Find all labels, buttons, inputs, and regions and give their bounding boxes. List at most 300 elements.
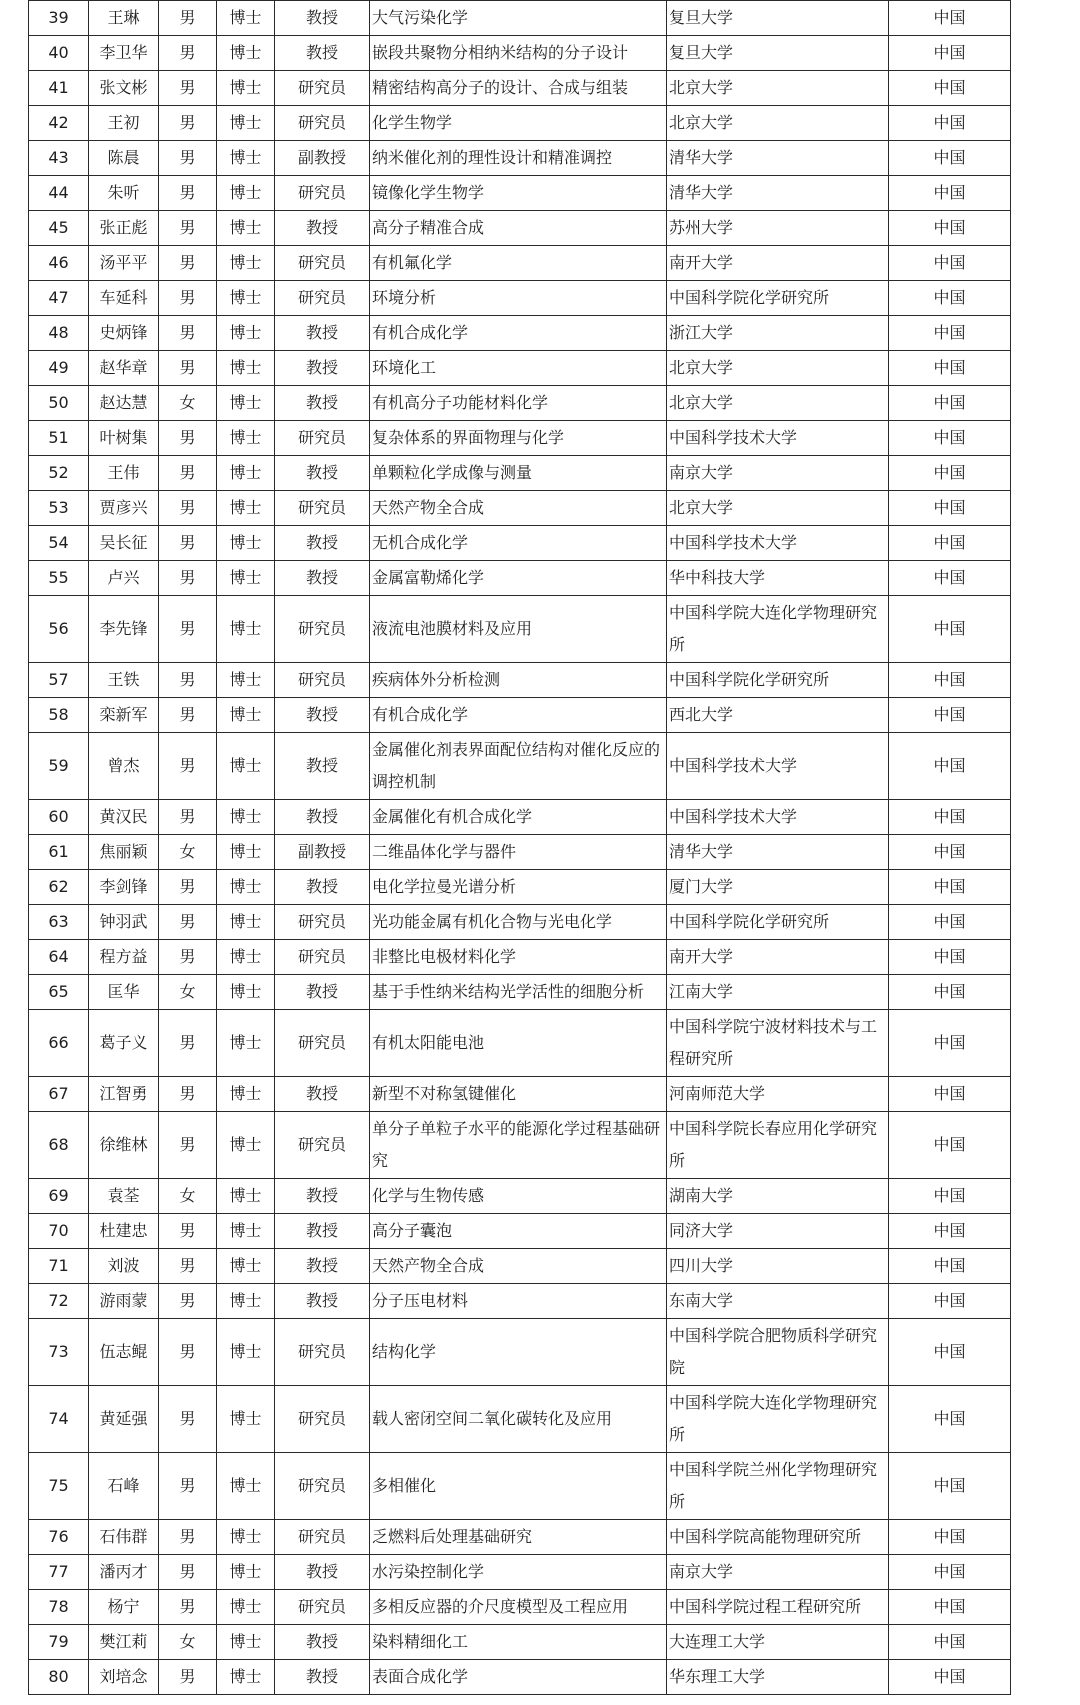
name-cell: 江智勇 bbox=[89, 1077, 159, 1112]
title-cell: 研究员 bbox=[275, 596, 370, 663]
field-cell: 多相催化 bbox=[370, 1453, 667, 1520]
degree-cell: 博士 bbox=[217, 281, 275, 316]
field-cell: 化学生物学 bbox=[370, 106, 667, 141]
table-row bbox=[29, 1112, 1011, 1179]
title-cell: 教授 bbox=[275, 1660, 370, 1695]
row-number: 72 bbox=[29, 1284, 89, 1319]
table-row bbox=[29, 491, 1011, 526]
gender-cell: 男 bbox=[159, 905, 217, 940]
name-cell: 黄延强 bbox=[89, 1386, 159, 1453]
degree-cell: 博士 bbox=[217, 1010, 275, 1077]
name-cell: 朱听 bbox=[89, 176, 159, 211]
title-cell: 教授 bbox=[275, 456, 370, 491]
table-row bbox=[29, 1625, 1011, 1660]
unit-cell: 四川大学 bbox=[667, 1249, 889, 1284]
degree-cell: 博士 bbox=[217, 141, 275, 176]
gender-cell: 男 bbox=[159, 36, 217, 71]
unit-cell: 中国科学技术大学 bbox=[667, 421, 889, 456]
degree-cell: 博士 bbox=[217, 1, 275, 36]
unit-cell: 中国科学技术大学 bbox=[667, 733, 889, 800]
name-cell: 张正彪 bbox=[89, 211, 159, 246]
degree-cell: 博士 bbox=[217, 71, 275, 106]
table-row bbox=[29, 1453, 1011, 1520]
degree-cell: 博士 bbox=[217, 905, 275, 940]
title-cell: 教授 bbox=[275, 1625, 370, 1660]
gender-cell: 男 bbox=[159, 733, 217, 800]
row-number: 41 bbox=[29, 71, 89, 106]
row-number: 58 bbox=[29, 698, 89, 733]
title-cell: 研究员 bbox=[275, 663, 370, 698]
name-cell: 王琳 bbox=[89, 1, 159, 36]
field-cell: 高分子囊泡 bbox=[370, 1214, 667, 1249]
field-cell: 多相反应器的介尺度模型及工程应用 bbox=[370, 1590, 667, 1625]
row-number: 50 bbox=[29, 386, 89, 421]
gender-cell: 男 bbox=[159, 526, 217, 561]
unit-cell: 西北大学 bbox=[667, 698, 889, 733]
gender-cell: 男 bbox=[159, 421, 217, 456]
row-number: 80 bbox=[29, 1660, 89, 1695]
table-row bbox=[29, 1077, 1011, 1112]
unit-cell: 北京大学 bbox=[667, 491, 889, 526]
degree-cell: 博士 bbox=[217, 1214, 275, 1249]
degree-cell: 博士 bbox=[217, 491, 275, 526]
field-cell: 新型不对称氢键催化 bbox=[370, 1077, 667, 1112]
gender-cell: 男 bbox=[159, 176, 217, 211]
field-cell: 嵌段共聚物分相纳米结构的分子设计 bbox=[370, 36, 667, 71]
country-cell: 中国 bbox=[889, 596, 1011, 663]
title-cell: 副教授 bbox=[275, 141, 370, 176]
degree-cell: 博士 bbox=[217, 1179, 275, 1214]
degree-cell: 博士 bbox=[217, 870, 275, 905]
table-row bbox=[29, 1590, 1011, 1625]
table-row bbox=[29, 526, 1011, 561]
table-row bbox=[29, 1386, 1011, 1453]
gender-cell: 男 bbox=[159, 1112, 217, 1179]
row-number: 64 bbox=[29, 940, 89, 975]
country-cell: 中国 bbox=[889, 1010, 1011, 1077]
name-cell: 伍志鲲 bbox=[89, 1319, 159, 1386]
table-row bbox=[29, 596, 1011, 663]
degree-cell: 博士 bbox=[217, 456, 275, 491]
title-cell: 教授 bbox=[275, 1555, 370, 1590]
title-cell: 教授 bbox=[275, 351, 370, 386]
country-cell: 中国 bbox=[889, 421, 1011, 456]
title-cell: 研究员 bbox=[275, 1010, 370, 1077]
name-cell: 匡华 bbox=[89, 975, 159, 1010]
table-row bbox=[29, 1660, 1011, 1695]
degree-cell: 博士 bbox=[217, 1590, 275, 1625]
gender-cell: 男 bbox=[159, 1077, 217, 1112]
country-cell: 中国 bbox=[889, 1520, 1011, 1555]
country-cell: 中国 bbox=[889, 316, 1011, 351]
row-number: 79 bbox=[29, 1625, 89, 1660]
name-cell: 钟羽武 bbox=[89, 905, 159, 940]
gender-cell: 男 bbox=[159, 1284, 217, 1319]
title-cell: 教授 bbox=[275, 1077, 370, 1112]
gender-cell: 男 bbox=[159, 698, 217, 733]
gender-cell: 女 bbox=[159, 1625, 217, 1660]
gender-cell: 男 bbox=[159, 106, 217, 141]
row-number: 66 bbox=[29, 1010, 89, 1077]
gender-cell: 男 bbox=[159, 1214, 217, 1249]
country-cell: 中国 bbox=[889, 491, 1011, 526]
name-cell: 王伟 bbox=[89, 456, 159, 491]
country-cell: 中国 bbox=[889, 36, 1011, 71]
gender-cell: 男 bbox=[159, 870, 217, 905]
country-cell: 中国 bbox=[889, 905, 1011, 940]
table-row bbox=[29, 940, 1011, 975]
gender-cell: 男 bbox=[159, 1520, 217, 1555]
gender-cell: 男 bbox=[159, 281, 217, 316]
field-cell: 镜像化学生物学 bbox=[370, 176, 667, 211]
degree-cell: 博士 bbox=[217, 733, 275, 800]
row-number: 71 bbox=[29, 1249, 89, 1284]
country-cell: 中国 bbox=[889, 561, 1011, 596]
field-cell: 非整比电极材料化学 bbox=[370, 940, 667, 975]
gender-cell: 男 bbox=[159, 1660, 217, 1695]
name-cell: 吴长征 bbox=[89, 526, 159, 561]
gender-cell: 男 bbox=[159, 561, 217, 596]
row-number: 65 bbox=[29, 975, 89, 1010]
row-number: 39 bbox=[29, 1, 89, 36]
table-row bbox=[29, 975, 1011, 1010]
row-number: 75 bbox=[29, 1453, 89, 1520]
name-cell: 石伟群 bbox=[89, 1520, 159, 1555]
table-row bbox=[29, 351, 1011, 386]
degree-cell: 博士 bbox=[217, 1249, 275, 1284]
country-cell: 中国 bbox=[889, 246, 1011, 281]
gender-cell: 男 bbox=[159, 71, 217, 106]
field-cell: 液流电池膜材料及应用 bbox=[370, 596, 667, 663]
country-cell: 中国 bbox=[889, 456, 1011, 491]
field-cell: 化学与生物传感 bbox=[370, 1179, 667, 1214]
unit-cell: 大连理工大学 bbox=[667, 1625, 889, 1660]
country-cell: 中国 bbox=[889, 1, 1011, 36]
gender-cell: 男 bbox=[159, 316, 217, 351]
country-cell: 中国 bbox=[889, 106, 1011, 141]
row-number: 59 bbox=[29, 733, 89, 800]
unit-cell: 中国科学院宁波材料技术与工程研究所 bbox=[667, 1010, 889, 1077]
unit-cell: 中国科学技术大学 bbox=[667, 800, 889, 835]
table-row bbox=[29, 870, 1011, 905]
name-cell: 樊江莉 bbox=[89, 1625, 159, 1660]
table-row bbox=[29, 1520, 1011, 1555]
country-cell: 中国 bbox=[889, 281, 1011, 316]
row-number: 67 bbox=[29, 1077, 89, 1112]
title-cell: 教授 bbox=[275, 870, 370, 905]
row-number: 69 bbox=[29, 1179, 89, 1214]
degree-cell: 博士 bbox=[217, 316, 275, 351]
degree-cell: 博士 bbox=[217, 351, 275, 386]
row-number: 46 bbox=[29, 246, 89, 281]
field-cell: 有机太阳能电池 bbox=[370, 1010, 667, 1077]
country-cell: 中国 bbox=[889, 698, 1011, 733]
unit-cell: 南京大学 bbox=[667, 1555, 889, 1590]
field-cell: 金属催化有机合成化学 bbox=[370, 800, 667, 835]
name-cell: 王铁 bbox=[89, 663, 159, 698]
title-cell: 研究员 bbox=[275, 905, 370, 940]
row-number: 77 bbox=[29, 1555, 89, 1590]
field-cell: 有机合成化学 bbox=[370, 316, 667, 351]
field-cell: 有机高分子功能材料化学 bbox=[370, 386, 667, 421]
unit-cell: 清华大学 bbox=[667, 176, 889, 211]
gender-cell: 男 bbox=[159, 1319, 217, 1386]
name-cell: 杜建忠 bbox=[89, 1214, 159, 1249]
title-cell: 研究员 bbox=[275, 1319, 370, 1386]
unit-cell: 北京大学 bbox=[667, 351, 889, 386]
country-cell: 中国 bbox=[889, 800, 1011, 835]
degree-cell: 博士 bbox=[217, 526, 275, 561]
country-cell: 中国 bbox=[889, 733, 1011, 800]
row-number: 47 bbox=[29, 281, 89, 316]
table-row bbox=[29, 1010, 1011, 1077]
degree-cell: 博士 bbox=[217, 663, 275, 698]
country-cell: 中国 bbox=[889, 211, 1011, 246]
row-number: 55 bbox=[29, 561, 89, 596]
name-cell: 焦丽颖 bbox=[89, 835, 159, 870]
country-cell: 中国 bbox=[889, 1319, 1011, 1386]
field-cell: 载人密闭空间二氧化碳转化及应用 bbox=[370, 1386, 667, 1453]
country-cell: 中国 bbox=[889, 1555, 1011, 1590]
table-row bbox=[29, 905, 1011, 940]
name-cell: 李卫华 bbox=[89, 36, 159, 71]
country-cell: 中国 bbox=[889, 940, 1011, 975]
country-cell: 中国 bbox=[889, 1077, 1011, 1112]
gender-cell: 男 bbox=[159, 1386, 217, 1453]
table-row bbox=[29, 421, 1011, 456]
table-row bbox=[29, 386, 1011, 421]
name-cell: 石峰 bbox=[89, 1453, 159, 1520]
table-row bbox=[29, 71, 1011, 106]
unit-cell: 南开大学 bbox=[667, 940, 889, 975]
unit-cell: 北京大学 bbox=[667, 71, 889, 106]
row-number: 51 bbox=[29, 421, 89, 456]
degree-cell: 博士 bbox=[217, 698, 275, 733]
row-number: 43 bbox=[29, 141, 89, 176]
title-cell: 教授 bbox=[275, 1214, 370, 1249]
degree-cell: 博士 bbox=[217, 561, 275, 596]
field-cell: 分子压电材料 bbox=[370, 1284, 667, 1319]
row-number: 78 bbox=[29, 1590, 89, 1625]
table-row bbox=[29, 1249, 1011, 1284]
field-cell: 精密结构高分子的设计、合成与组装 bbox=[370, 71, 667, 106]
title-cell: 研究员 bbox=[275, 246, 370, 281]
country-cell: 中国 bbox=[889, 663, 1011, 698]
field-cell: 表面合成化学 bbox=[370, 1660, 667, 1695]
title-cell: 教授 bbox=[275, 526, 370, 561]
country-cell: 中国 bbox=[889, 1453, 1011, 1520]
table-row bbox=[29, 456, 1011, 491]
table-row bbox=[29, 281, 1011, 316]
gender-cell: 男 bbox=[159, 940, 217, 975]
name-cell: 赵华章 bbox=[89, 351, 159, 386]
row-number: 56 bbox=[29, 596, 89, 663]
row-number: 60 bbox=[29, 800, 89, 835]
degree-cell: 博士 bbox=[217, 940, 275, 975]
title-cell: 教授 bbox=[275, 698, 370, 733]
gender-cell: 男 bbox=[159, 1555, 217, 1590]
title-cell: 教授 bbox=[275, 1179, 370, 1214]
unit-cell: 湖南大学 bbox=[667, 1179, 889, 1214]
row-number: 48 bbox=[29, 316, 89, 351]
gender-cell: 女 bbox=[159, 975, 217, 1010]
gender-cell: 男 bbox=[159, 1249, 217, 1284]
field-cell: 天然产物全合成 bbox=[370, 1249, 667, 1284]
name-cell: 车延科 bbox=[89, 281, 159, 316]
name-cell: 李先锋 bbox=[89, 596, 159, 663]
row-number: 74 bbox=[29, 1386, 89, 1453]
field-cell: 有机合成化学 bbox=[370, 698, 667, 733]
name-cell: 李剑锋 bbox=[89, 870, 159, 905]
gender-cell: 男 bbox=[159, 211, 217, 246]
name-cell: 潘丙才 bbox=[89, 1555, 159, 1590]
country-cell: 中国 bbox=[889, 1112, 1011, 1179]
unit-cell: 北京大学 bbox=[667, 106, 889, 141]
degree-cell: 博士 bbox=[217, 386, 275, 421]
unit-cell: 苏州大学 bbox=[667, 211, 889, 246]
degree-cell: 博士 bbox=[217, 36, 275, 71]
country-cell: 中国 bbox=[889, 975, 1011, 1010]
title-cell: 研究员 bbox=[275, 491, 370, 526]
table-row bbox=[29, 835, 1011, 870]
degree-cell: 博士 bbox=[217, 975, 275, 1010]
degree-cell: 博士 bbox=[217, 1520, 275, 1555]
table-row bbox=[29, 211, 1011, 246]
title-cell: 教授 bbox=[275, 386, 370, 421]
unit-cell: 清华大学 bbox=[667, 141, 889, 176]
title-cell: 研究员 bbox=[275, 1520, 370, 1555]
unit-cell: 中国科学院长春应用化学研究所 bbox=[667, 1112, 889, 1179]
title-cell: 副教授 bbox=[275, 835, 370, 870]
field-cell: 无机合成化学 bbox=[370, 526, 667, 561]
gender-cell: 男 bbox=[159, 1010, 217, 1077]
country-cell: 中国 bbox=[889, 351, 1011, 386]
name-cell: 史炳锋 bbox=[89, 316, 159, 351]
degree-cell: 博士 bbox=[217, 1625, 275, 1660]
table-row bbox=[29, 36, 1011, 71]
title-cell: 研究员 bbox=[275, 176, 370, 211]
unit-cell: 中国科学院高能物理研究所 bbox=[667, 1520, 889, 1555]
country-cell: 中国 bbox=[889, 835, 1011, 870]
unit-cell: 浙江大学 bbox=[667, 316, 889, 351]
title-cell: 教授 bbox=[275, 733, 370, 800]
name-cell: 刘培念 bbox=[89, 1660, 159, 1695]
row-number: 68 bbox=[29, 1112, 89, 1179]
table-row bbox=[29, 1214, 1011, 1249]
degree-cell: 博士 bbox=[217, 800, 275, 835]
gender-cell: 女 bbox=[159, 386, 217, 421]
scholar-table bbox=[28, 0, 1011, 1695]
field-cell: 二维晶体化学与器件 bbox=[370, 835, 667, 870]
row-number: 54 bbox=[29, 526, 89, 561]
field-cell: 环境化工 bbox=[370, 351, 667, 386]
table-row bbox=[29, 1, 1011, 36]
degree-cell: 博士 bbox=[217, 835, 275, 870]
degree-cell: 博士 bbox=[217, 1284, 275, 1319]
title-cell: 教授 bbox=[275, 1249, 370, 1284]
country-cell: 中国 bbox=[889, 1660, 1011, 1695]
gender-cell: 男 bbox=[159, 663, 217, 698]
title-cell: 教授 bbox=[275, 1284, 370, 1319]
unit-cell: 厦门大学 bbox=[667, 870, 889, 905]
gender-cell: 女 bbox=[159, 835, 217, 870]
table-row bbox=[29, 663, 1011, 698]
table-row bbox=[29, 316, 1011, 351]
degree-cell: 博士 bbox=[217, 596, 275, 663]
unit-cell: 东南大学 bbox=[667, 1284, 889, 1319]
title-cell: 研究员 bbox=[275, 71, 370, 106]
country-cell: 中国 bbox=[889, 526, 1011, 561]
row-number: 52 bbox=[29, 456, 89, 491]
field-cell: 复杂体系的界面物理与化学 bbox=[370, 421, 667, 456]
unit-cell: 南开大学 bbox=[667, 246, 889, 281]
degree-cell: 博士 bbox=[217, 1112, 275, 1179]
table-row bbox=[29, 1284, 1011, 1319]
name-cell: 叶树集 bbox=[89, 421, 159, 456]
field-cell: 水污染控制化学 bbox=[370, 1555, 667, 1590]
title-cell: 教授 bbox=[275, 800, 370, 835]
unit-cell: 南京大学 bbox=[667, 456, 889, 491]
title-cell: 研究员 bbox=[275, 1386, 370, 1453]
row-number: 70 bbox=[29, 1214, 89, 1249]
degree-cell: 博士 bbox=[217, 176, 275, 211]
gender-cell: 男 bbox=[159, 351, 217, 386]
degree-cell: 博士 bbox=[217, 1660, 275, 1695]
degree-cell: 博士 bbox=[217, 106, 275, 141]
field-cell: 单分子单粒子水平的能源化学过程基础研究 bbox=[370, 1112, 667, 1179]
title-cell: 研究员 bbox=[275, 1453, 370, 1520]
field-cell: 光功能金属有机化合物与光电化学 bbox=[370, 905, 667, 940]
table-row bbox=[29, 800, 1011, 835]
row-number: 63 bbox=[29, 905, 89, 940]
row-number: 45 bbox=[29, 211, 89, 246]
row-number: 73 bbox=[29, 1319, 89, 1386]
unit-cell: 中国科学院合肥物质科学研究院 bbox=[667, 1319, 889, 1386]
field-cell: 有机氟化学 bbox=[370, 246, 667, 281]
unit-cell: 中国科学技术大学 bbox=[667, 526, 889, 561]
field-cell: 染料精细化工 bbox=[370, 1625, 667, 1660]
row-number: 40 bbox=[29, 36, 89, 71]
field-cell: 纳米催化剂的理性设计和精准调控 bbox=[370, 141, 667, 176]
country-cell: 中国 bbox=[889, 1590, 1011, 1625]
name-cell: 程方益 bbox=[89, 940, 159, 975]
title-cell: 教授 bbox=[275, 211, 370, 246]
field-cell: 大气污染化学 bbox=[370, 1, 667, 36]
field-cell: 乏燃料后处理基础研究 bbox=[370, 1520, 667, 1555]
unit-cell: 中国科学院大连化学物理研究所 bbox=[667, 1386, 889, 1453]
unit-cell: 复旦大学 bbox=[667, 1, 889, 36]
name-cell: 王初 bbox=[89, 106, 159, 141]
degree-cell: 博士 bbox=[217, 1453, 275, 1520]
table-row bbox=[29, 698, 1011, 733]
country-cell: 中国 bbox=[889, 141, 1011, 176]
name-cell: 栾新军 bbox=[89, 698, 159, 733]
table-row bbox=[29, 561, 1011, 596]
field-cell: 疾病体外分析检测 bbox=[370, 663, 667, 698]
table-row bbox=[29, 106, 1011, 141]
row-number: 61 bbox=[29, 835, 89, 870]
unit-cell: 中国科学院化学研究所 bbox=[667, 663, 889, 698]
unit-cell: 复旦大学 bbox=[667, 36, 889, 71]
title-cell: 教授 bbox=[275, 975, 370, 1010]
title-cell: 教授 bbox=[275, 1, 370, 36]
unit-cell: 北京大学 bbox=[667, 386, 889, 421]
name-cell: 葛子义 bbox=[89, 1010, 159, 1077]
table-row bbox=[29, 1555, 1011, 1590]
title-cell: 研究员 bbox=[275, 940, 370, 975]
row-number: 53 bbox=[29, 491, 89, 526]
title-cell: 研究员 bbox=[275, 1112, 370, 1179]
